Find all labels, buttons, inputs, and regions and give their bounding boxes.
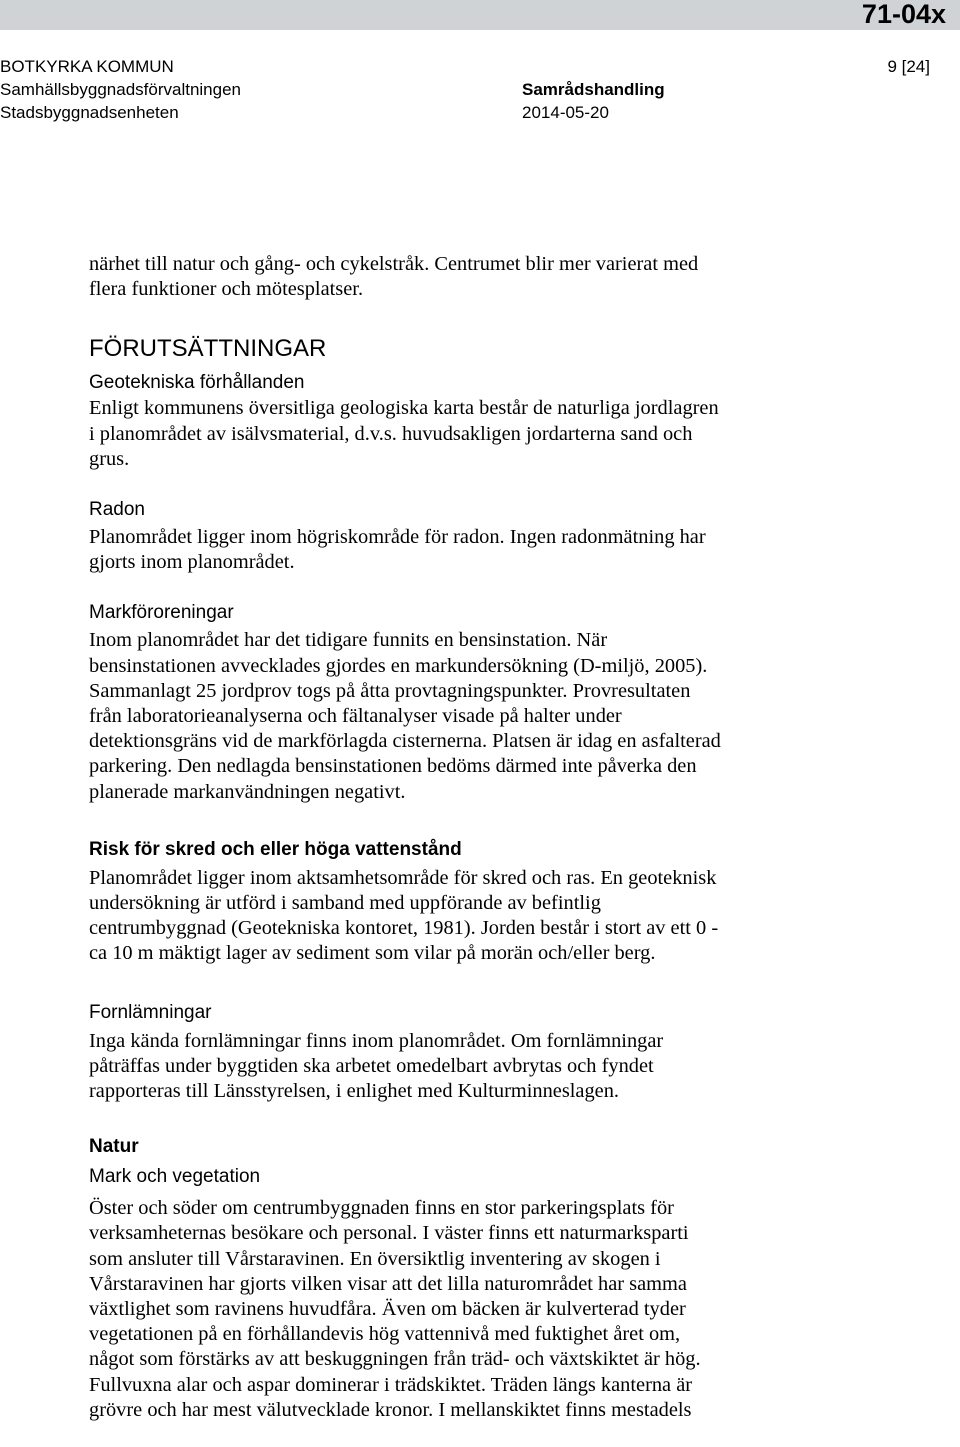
heading-radon: Radon (89, 499, 145, 521)
paragraph-fornlamningar: Inga kända fornlämningar finns inom planområdet. Om fornlämningar påträffas under byggtiden ska arbetet omedelbart avbrytas och fyndet rapporteras till Länsstyrelsen, i enlighet med Kulturminneslagen. (89, 1029, 664, 1103)
heading-skred: Risk för skred och eller höga vattenstånd (89, 838, 462, 860)
heading-fornlamningar: Fornlämningar (89, 1001, 212, 1023)
document-body (89, 252, 819, 1423)
paragraph-skred: Planområdet ligger inom aktsamhetsområde för skred och ras. En geoteknisk undersökning är utförd i samband med uppförande av befintlig centrumbyggnad (Geotekniska kontoret, 1981). Jorden består i stort av ett 0 - ca 10 m mäktigt lager av sediment som vilar på morän och/eller berg. (89, 866, 719, 965)
intro-line-1: närhet till natur och gång- och cykelstråk. Centrumet blir mer varierat med (89, 253, 699, 275)
document-id-bar (0, 0, 960, 30)
paragraph-radon: Planområdet ligger inom högriskområde för radon. Ingen radonmätning har gjorts inom planområdet. (89, 526, 706, 574)
paragraph-geotekniska: Enligt kommunens översitliga geologiska karta består de naturliga jordlagren i planområdet av isälvsmaterial, d.v.s. huvudsakligen jordarterna sand och grus. (89, 397, 719, 470)
heading-mark-och-vegetation: Mark och vegetation (89, 1166, 261, 1188)
header-page-number: 9 [24] (887, 57, 930, 76)
heading-natur: Natur (89, 1136, 139, 1158)
header-org-block (0, 55, 241, 124)
header-date: 2014-05-20 (522, 103, 609, 122)
intro-paragraph (89, 252, 819, 302)
header-org: BOTKYRKA KOMMUN (0, 57, 174, 76)
header-department: Samhällsbyggnadsförvaltningen (0, 80, 241, 99)
section-title-forutsattningar: FÖRUTSÄTTNINGAR (89, 335, 327, 363)
heading-markfororeningar: Markföroreningar (89, 602, 234, 624)
header-doc-block (522, 78, 665, 124)
intro-line-2: flera funktioner och mötesplatser. (89, 278, 364, 301)
header-unit: Stadsbyggnadsenheten (0, 103, 179, 122)
paragraph-markfororeningar: Inom planområdet har det tidigare funnits en bensinstation. När bensinstationen avvecklades gjordes en markundersökning (D-miljö, 2005). Sammanlagt 25 jordprov togs på åtta provtagningspunkter. Provresultaten från laboratorieanalyserna och fältanalyser visade på halter under detektionsgräns vid de markförlagda cisternerna. Platsen är idag en asfalterad parkering. Den nedlagda bensinstationen bedöms därmed inte påverka den planerade markanvändningen negativt. (89, 629, 721, 803)
heading-geotekniska: Geotekniska förhållanden (89, 372, 305, 394)
document-id: 71-04x (861, 0, 946, 29)
paragraph-natur: Öster och söder om centrumbyggnaden finns en stor parkeringsplats för verksamheternas besökare och personal. I väster finns ett naturmarksparti som ansluter till Vårstaravinen. En översiktlig inventering av skogen i Vårstaravinen har gjorts vilken visar att det lilla naturområdet har samma växtlighet som ravinens huvudfåra. Även om bäcken är kulverterad tyder vegetationen på en förhållandevis hög vattennivå med fuktighet året om, något som förstärks av att beskuggningen från träd- och växtskiktet är hög. Fullvuxna alar och aspar dominerar i trädskiktet. Träden längs kanterna är grövre och har mest välutvecklade kronor. I mellanskiktet finns mestadels (89, 1197, 701, 1421)
header-doc-type: Samrådshandling (522, 80, 665, 99)
